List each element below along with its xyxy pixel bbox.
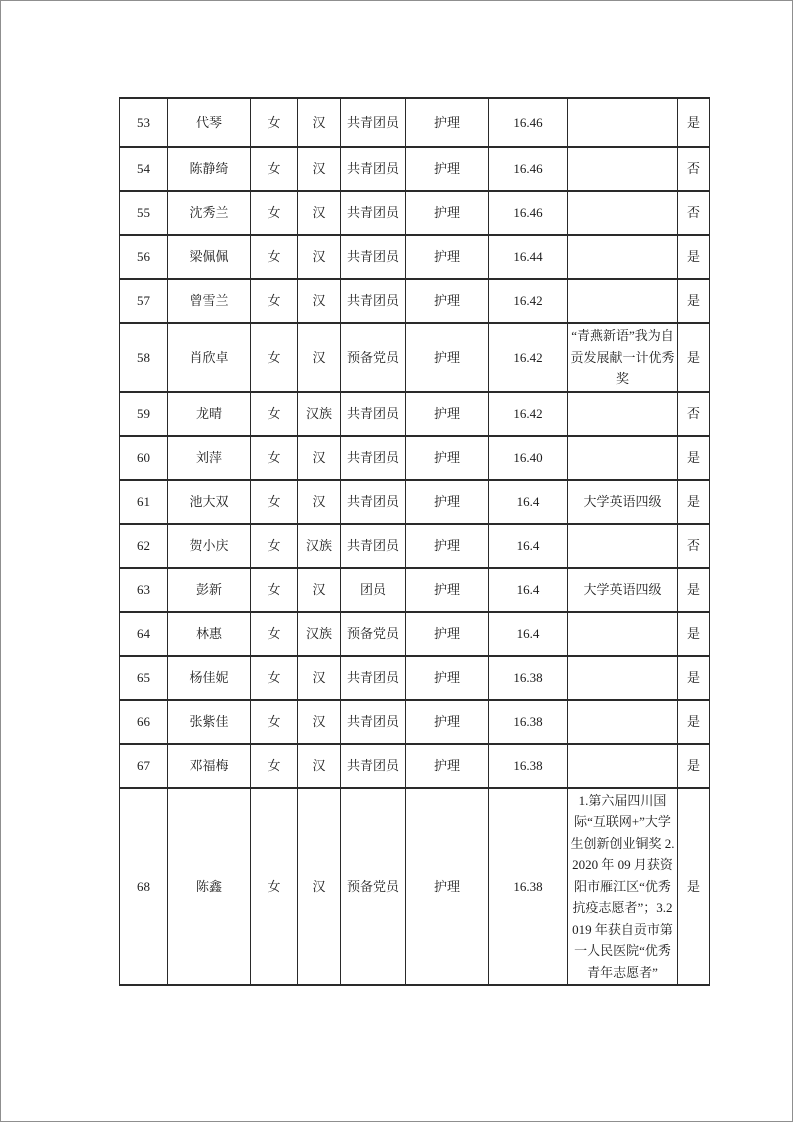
table-row xyxy=(120,568,710,612)
cell-shortlisted: 否 xyxy=(678,392,710,436)
cell-gender: 女 xyxy=(251,279,298,323)
cell-gender: 女 xyxy=(251,656,298,700)
cell-major: 护理 xyxy=(406,700,489,744)
cell-awards xyxy=(568,191,678,235)
cell-major: 护理 xyxy=(406,235,489,279)
table-row xyxy=(120,323,710,392)
cell-ethnicity: 汉族 xyxy=(298,524,341,568)
table-row xyxy=(120,700,710,744)
table-row xyxy=(120,480,710,524)
cell-gender: 女 xyxy=(251,147,298,191)
cell-gender: 女 xyxy=(251,323,298,392)
table-row xyxy=(120,191,710,235)
cell-name: 池大双 xyxy=(168,480,251,524)
cell-no: 56 xyxy=(120,235,168,279)
table-row xyxy=(120,436,710,480)
cell-score: 16.44 xyxy=(489,235,568,279)
cell-major: 护理 xyxy=(406,98,489,147)
cell-political: 预备党员 xyxy=(341,323,406,392)
cell-major: 护理 xyxy=(406,744,489,788)
cell-name: 林惠 xyxy=(168,612,251,656)
cell-no: 55 xyxy=(120,191,168,235)
cell-awards xyxy=(568,98,678,147)
cell-major: 护理 xyxy=(406,392,489,436)
cell-name: 梁佩佩 xyxy=(168,235,251,279)
cell-shortlisted: 是 xyxy=(678,612,710,656)
cell-gender: 女 xyxy=(251,744,298,788)
cell-no: 66 xyxy=(120,700,168,744)
cell-ethnicity: 汉 xyxy=(298,568,341,612)
cell-name: 曾雪兰 xyxy=(168,279,251,323)
cell-awards: 1.第六届四川国际“互联网+”大学生创新创业铜奖 2.2020 年 09 月获资阳市雁江区“优秀抗疫志愿者”；3.2019 年获自贡市第一人民医院“优秀青年志愿者” xyxy=(568,788,678,986)
cell-name: 代琴 xyxy=(168,98,251,147)
cell-name: 贺小庆 xyxy=(168,524,251,568)
cell-shortlisted: 是 xyxy=(678,788,710,986)
table-row xyxy=(120,235,710,279)
cell-political: 共青团员 xyxy=(341,147,406,191)
cell-political: 共青团员 xyxy=(341,235,406,279)
cell-awards xyxy=(568,612,678,656)
cell-awards xyxy=(568,700,678,744)
cell-awards xyxy=(568,656,678,700)
cell-major: 护理 xyxy=(406,612,489,656)
cell-major: 护理 xyxy=(406,656,489,700)
cell-score: 16.4 xyxy=(489,612,568,656)
cell-shortlisted: 是 xyxy=(678,656,710,700)
cell-score: 16.4 xyxy=(489,480,568,524)
cell-score: 16.38 xyxy=(489,700,568,744)
cell-major: 护理 xyxy=(406,436,489,480)
cell-no: 63 xyxy=(120,568,168,612)
cell-gender: 女 xyxy=(251,480,298,524)
cell-shortlisted: 是 xyxy=(678,98,710,147)
cell-name: 张紫佳 xyxy=(168,700,251,744)
cell-awards xyxy=(568,235,678,279)
cell-gender: 女 xyxy=(251,568,298,612)
cell-shortlisted: 是 xyxy=(678,568,710,612)
cell-no: 62 xyxy=(120,524,168,568)
cell-ethnicity: 汉族 xyxy=(298,392,341,436)
table-row xyxy=(120,612,710,656)
cell-no: 65 xyxy=(120,656,168,700)
cell-gender: 女 xyxy=(251,392,298,436)
cell-no: 64 xyxy=(120,612,168,656)
cell-major: 护理 xyxy=(406,480,489,524)
cell-ethnicity: 汉 xyxy=(298,147,341,191)
cell-political: 共青团员 xyxy=(341,98,406,147)
cell-ethnicity: 汉 xyxy=(298,480,341,524)
cell-ethnicity: 汉 xyxy=(298,279,341,323)
cell-no: 67 xyxy=(120,744,168,788)
cell-score: 16.46 xyxy=(489,147,568,191)
table-row xyxy=(120,788,710,986)
cell-political: 共青团员 xyxy=(341,191,406,235)
cell-ethnicity: 汉 xyxy=(298,700,341,744)
cell-gender: 女 xyxy=(251,612,298,656)
cell-name: 陈静绮 xyxy=(168,147,251,191)
cell-gender: 女 xyxy=(251,191,298,235)
cell-political: 共青团员 xyxy=(341,524,406,568)
cell-awards xyxy=(568,436,678,480)
cell-awards xyxy=(568,392,678,436)
cell-shortlisted: 否 xyxy=(678,147,710,191)
cell-name: 刘萍 xyxy=(168,436,251,480)
cell-political: 共青团员 xyxy=(341,744,406,788)
cell-shortlisted: 是 xyxy=(678,279,710,323)
cell-ethnicity: 汉 xyxy=(298,235,341,279)
cell-awards xyxy=(568,744,678,788)
cell-no: 57 xyxy=(120,279,168,323)
applicant-table-body xyxy=(120,98,710,985)
cell-shortlisted: 是 xyxy=(678,235,710,279)
cell-major: 护理 xyxy=(406,524,489,568)
cell-name: 龙晴 xyxy=(168,392,251,436)
cell-gender: 女 xyxy=(251,235,298,279)
cell-ethnicity: 汉 xyxy=(298,98,341,147)
cell-ethnicity: 汉 xyxy=(298,744,341,788)
cell-shortlisted: 是 xyxy=(678,700,710,744)
cell-name: 彭新 xyxy=(168,568,251,612)
cell-major: 护理 xyxy=(406,323,489,392)
cell-ethnicity: 汉 xyxy=(298,323,341,392)
cell-no: 68 xyxy=(120,788,168,986)
cell-no: 58 xyxy=(120,323,168,392)
cell-shortlisted: 是 xyxy=(678,323,710,392)
cell-name: 杨佳妮 xyxy=(168,656,251,700)
table-row xyxy=(120,656,710,700)
cell-gender: 女 xyxy=(251,700,298,744)
cell-political: 预备党员 xyxy=(341,612,406,656)
cell-ethnicity: 汉 xyxy=(298,436,341,480)
cell-political: 预备党员 xyxy=(341,788,406,986)
cell-political: 共青团员 xyxy=(341,392,406,436)
cell-no: 53 xyxy=(120,98,168,147)
table-row xyxy=(120,98,710,147)
cell-awards: 大学英语四级 xyxy=(568,568,678,612)
table-row xyxy=(120,147,710,191)
table-row xyxy=(120,279,710,323)
cell-awards xyxy=(568,524,678,568)
cell-awards xyxy=(568,147,678,191)
cell-major: 护理 xyxy=(406,279,489,323)
cell-ethnicity: 汉 xyxy=(298,788,341,986)
cell-score: 16.46 xyxy=(489,191,568,235)
cell-awards xyxy=(568,279,678,323)
cell-name: 邓福梅 xyxy=(168,744,251,788)
cell-ethnicity: 汉 xyxy=(298,191,341,235)
cell-no: 59 xyxy=(120,392,168,436)
cell-score: 16.42 xyxy=(489,323,568,392)
cell-shortlisted: 是 xyxy=(678,436,710,480)
cell-score: 16.38 xyxy=(489,744,568,788)
cell-political: 共青团员 xyxy=(341,279,406,323)
cell-ethnicity: 汉 xyxy=(298,656,341,700)
table-row xyxy=(120,524,710,568)
cell-political: 共青团员 xyxy=(341,436,406,480)
cell-score: 16.42 xyxy=(489,392,568,436)
cell-gender: 女 xyxy=(251,436,298,480)
cell-name: 肖欣卓 xyxy=(168,323,251,392)
cell-name: 沈秀兰 xyxy=(168,191,251,235)
cell-score: 16.46 xyxy=(489,98,568,147)
applicant-score-table xyxy=(119,97,710,986)
cell-shortlisted: 否 xyxy=(678,524,710,568)
cell-political: 共青团员 xyxy=(341,700,406,744)
cell-shortlisted: 否 xyxy=(678,191,710,235)
cell-political: 团员 xyxy=(341,568,406,612)
cell-gender: 女 xyxy=(251,524,298,568)
cell-no: 60 xyxy=(120,436,168,480)
cell-score: 16.4 xyxy=(489,524,568,568)
cell-awards: “青燕新语”我为自贡发展献一计优秀奖 xyxy=(568,323,678,392)
cell-score: 16.42 xyxy=(489,279,568,323)
cell-gender: 女 xyxy=(251,788,298,986)
cell-major: 护理 xyxy=(406,788,489,986)
cell-political: 共青团员 xyxy=(341,656,406,700)
cell-major: 护理 xyxy=(406,191,489,235)
cell-score: 16.38 xyxy=(489,788,568,986)
cell-major: 护理 xyxy=(406,568,489,612)
cell-shortlisted: 是 xyxy=(678,744,710,788)
cell-score: 16.4 xyxy=(489,568,568,612)
table-row xyxy=(120,392,710,436)
cell-score: 16.38 xyxy=(489,656,568,700)
cell-no: 54 xyxy=(120,147,168,191)
table-row xyxy=(120,744,710,788)
cell-ethnicity: 汉族 xyxy=(298,612,341,656)
cell-name: 陈鑫 xyxy=(168,788,251,986)
cell-no: 61 xyxy=(120,480,168,524)
cell-gender: 女 xyxy=(251,98,298,147)
cell-awards: 大学英语四级 xyxy=(568,480,678,524)
cell-shortlisted: 是 xyxy=(678,480,710,524)
cell-score: 16.40 xyxy=(489,436,568,480)
cell-political: 共青团员 xyxy=(341,480,406,524)
cell-major: 护理 xyxy=(406,147,489,191)
